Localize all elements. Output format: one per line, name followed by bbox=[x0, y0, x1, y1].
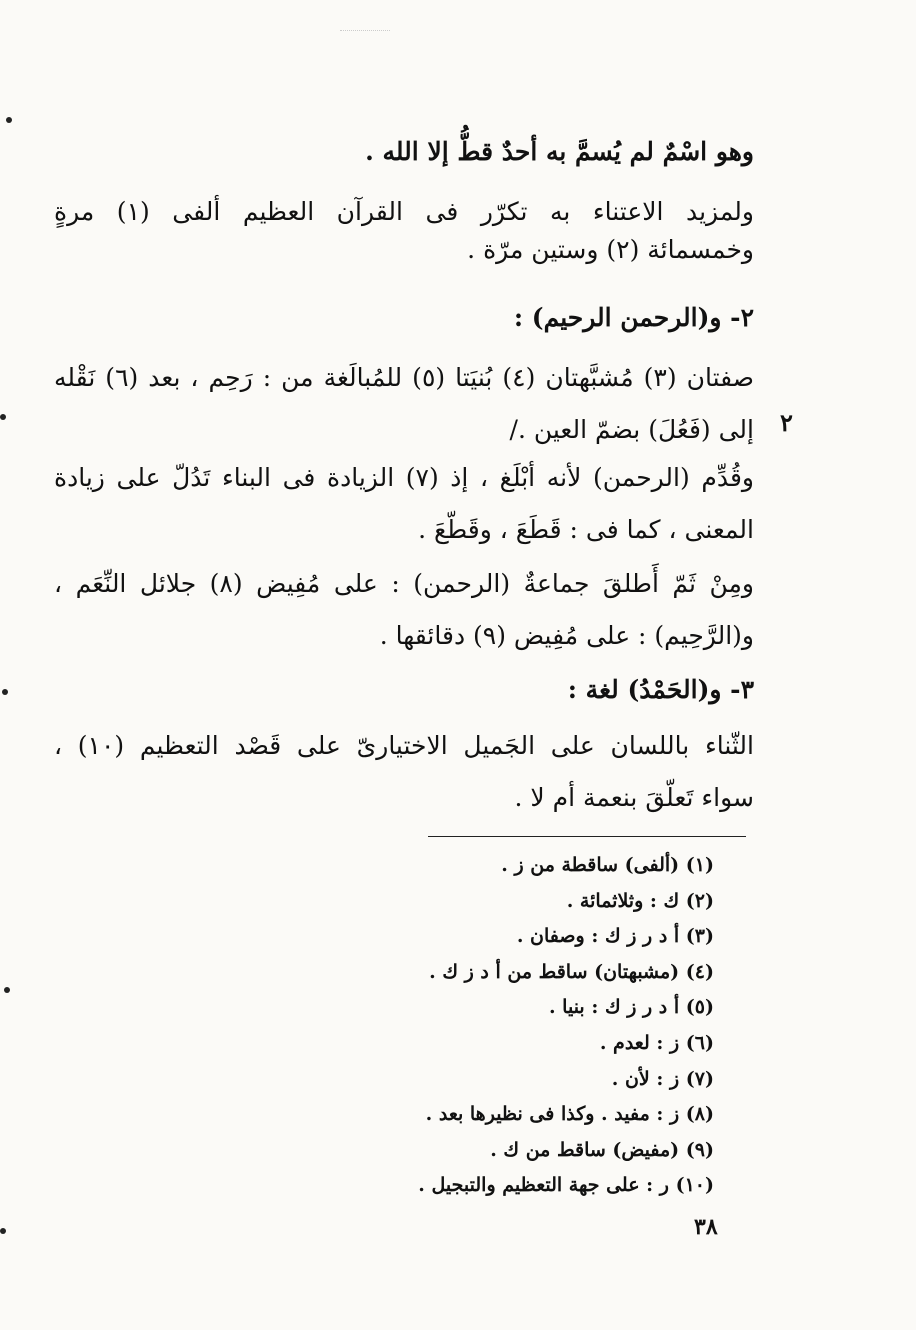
footnote: (٢) ك : وثلاثمائة . bbox=[566, 889, 714, 912]
footnote: (١) (ألفى) ساقطة من ز . bbox=[501, 854, 714, 876]
section-heading-3 bbox=[54, 664, 754, 716]
scan-speck bbox=[0, 414, 6, 420]
body-line: المعنى ، كما فى : قَطَعَ ، وقَطّعَ . bbox=[418, 515, 754, 544]
body-line: صفتان (٣) مُشبَّهتان (٤) بُنيَتا (٥) للمُبالَغة من : رَحِم ، بعد (٦) نَقْله bbox=[54, 363, 754, 392]
footnote: (٨) ز : مفيد . وكذا فى نظيرها بعد . bbox=[425, 1103, 714, 1126]
footnotes bbox=[214, 848, 714, 1204]
scan-speck bbox=[2, 689, 8, 695]
paragraph bbox=[54, 352, 754, 456]
paragraph bbox=[54, 186, 754, 276]
page-marker: ٢ bbox=[780, 408, 793, 437]
scan-mark bbox=[340, 30, 390, 33]
page-number: ٣٨ bbox=[694, 1214, 718, 1240]
body-line: ومِنْ ثَمّ أَطلقَ جماعةٌ (الرحمن) : على مُفِيض (٨) جلائل النِّعَم ، bbox=[54, 569, 754, 598]
scan-speck bbox=[4, 987, 10, 993]
footnote: (٦) ز : لعدم . bbox=[599, 1031, 714, 1054]
footnote: (٥) أ د ر ز ك : بنيا . bbox=[548, 996, 714, 1019]
section-heading-2 bbox=[54, 292, 754, 344]
footnote: (٩) (مفيض) ساقط من ك . bbox=[490, 1138, 714, 1161]
body-line: ولمزيد الاعتناء به تكرّر فى القرآن العظيم ألفى (١) مرةٍ bbox=[54, 197, 754, 226]
paragraph bbox=[54, 720, 754, 824]
body-line: سواء تَعلّقَ بنعمة أم لا . bbox=[514, 783, 754, 812]
footnote: (٧) ز : لأن . bbox=[611, 1067, 714, 1090]
scan-speck bbox=[6, 117, 12, 123]
body-line: وهو اسْمٌ لم يُسمَّ به أحدٌ قطُّ إلا الله . bbox=[365, 137, 754, 166]
body-line: وقُدِّم (الرحمن) لأنه أبْلَغ ، إذ (٧) الزيادة فى البناء تَدُلّ على زيادة bbox=[54, 463, 754, 492]
body-line: الثّناء باللسان على الجَميل الاختيارىّ على قَصْد التعظيم (١٠) ، bbox=[54, 731, 754, 760]
scan-speck bbox=[0, 1228, 6, 1234]
paragraph bbox=[54, 452, 754, 556]
body-line: إلى (فَعُلَ) بضمّ العين ./ bbox=[509, 415, 754, 444]
footnote: (١٠) ر : على جهة التعظيم والتبجيل . bbox=[418, 1174, 714, 1197]
footnote: (٤) (مشبهتان) ساقط من أ د ز ك . bbox=[429, 960, 714, 983]
section-heading: ٣- و(الحَمْدُ) لغة : bbox=[567, 675, 754, 704]
body-line: وخمسمائة (٢) وستين مرّة . bbox=[467, 235, 754, 264]
line-group bbox=[54, 126, 754, 178]
footnote-divider bbox=[428, 836, 746, 837]
footnote: (٣) أ د ر ز ك : وصفان . bbox=[516, 925, 714, 948]
body-line: و(الرَّحِيم) : على مُفِيض (٩) دقائقها . bbox=[379, 621, 754, 650]
paragraph bbox=[54, 558, 754, 662]
section-heading: ٢- و(الرحمن الرحيم) : bbox=[513, 303, 754, 332]
